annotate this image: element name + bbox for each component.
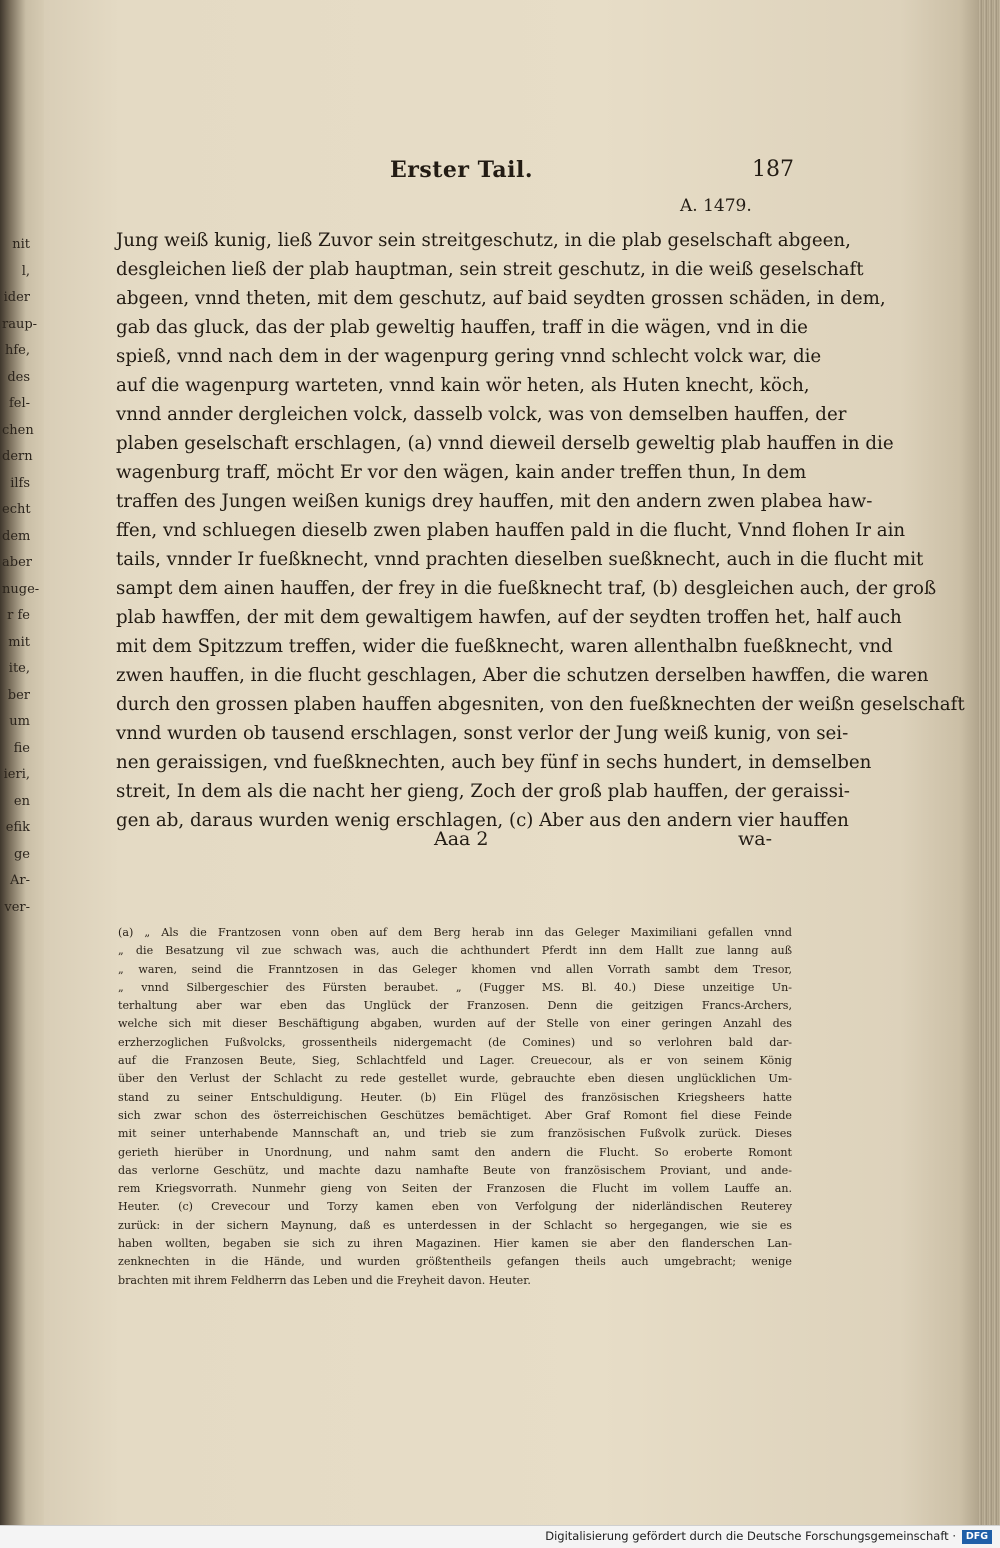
facing-page-fragment: dem bbox=[2, 528, 31, 544]
footnote-line: „ vnnd Silbergeschier des Fürsten beraubet. „ (Fugger MS. Bl. 40.) Diese unzeitige Un- bbox=[118, 980, 792, 994]
footnote-line: auf die Franzosen Beute, Sieg, Schlachtfeld und Lager. Creuecour, als er von seinem König bbox=[118, 1054, 792, 1068]
text-line: tails, vnnder Ir fueßknecht, vnnd prachten dieselben sueßknecht, auch in die flucht mit bbox=[116, 549, 924, 570]
text-line: nen geraissigen, vnd fueßknechten, auch bey fünf in sechs hundert, in demselben bbox=[116, 752, 872, 773]
footnote-line: Heuter. (c) Crevecour und Torzy kamen eben von Verfolgung der niderländischen Reuterey bbox=[118, 1200, 792, 1214]
text-line: mit dem Spitzzum treffen, wider die fueßknecht, waren allenthalbn fueßknecht, vnd bbox=[116, 636, 893, 657]
facing-page-fragment: raup- bbox=[2, 316, 38, 332]
text-line: vnnd wurden ob tausend erschlagen, sonst verlor der Jung weiß kunig, von sei- bbox=[116, 723, 849, 744]
facing-page-fragment: hfe, bbox=[4, 343, 30, 358]
facing-page-fragment: nuge- bbox=[2, 581, 40, 597]
footnote-line: zenknechten in die Hände, und wurden größtentheils gefangen theils auch umgebracht; wenige bbox=[118, 1255, 792, 1269]
facing-page-fragment: dern bbox=[2, 449, 33, 464]
footnote-line: terhaltung aber war eben das Unglück der Franzosen. Denn die geitzigen Francs-Archers, bbox=[118, 999, 792, 1013]
footnote-line: über den Verlust der Schlacht zu rede gestellet wurde, gebrauchte eben diesen unglücklichen Um- bbox=[118, 1072, 792, 1086]
footnote-line: mit seiner unterhabende Mannschaft an, und trieb sie zum französischen Fußvolk zurück. Dieses bbox=[118, 1127, 792, 1141]
footnote-line: (a) „ Als die Frantzosen vonn oben auf dem Berg herab inn das Geleger Maximiliani gefallen vnnd bbox=[118, 926, 792, 939]
facing-page-fragment: efik bbox=[5, 820, 30, 835]
footnote-line: welche sich mit dieser Beschäftigung abgaben, wurden auf der Stelle von einer geringen Anzahl des bbox=[118, 1017, 792, 1031]
main-text-block bbox=[116, 226, 965, 835]
text-line: spieß, vnnd nach dem in der wagenpurg gering vnnd schlecht volck war, die bbox=[116, 346, 822, 367]
facing-page-fragment: echt bbox=[2, 502, 31, 517]
facing-page-fragment: Ar- bbox=[10, 873, 30, 888]
text-line: traffen des Jungen weißen kunigs drey hauffen, mit den andern zwen plabea haw- bbox=[116, 491, 873, 512]
facing-page-fragment: r fe bbox=[7, 608, 30, 623]
facing-page-fragment: nit bbox=[12, 237, 30, 252]
text-line: abgeen, vnnd theten, mit dem geschutz, auf baid seydten grossen schäden, in dem, bbox=[116, 288, 886, 309]
text-line: gab das gluck, das der plab geweltig hauffen, traff in die wägen, vnd in die bbox=[116, 317, 808, 338]
page-number: 187 bbox=[752, 157, 794, 182]
text-line: sampt dem ainen hauffen, der frey in die fueßknecht traf, (b) desgleichen auch, der groß bbox=[116, 578, 937, 599]
page-edges-stack bbox=[978, 0, 1000, 1525]
text-line: zwen hauffen, in die flucht geschlagen, Aber die schutzen derselben hawffen, die waren bbox=[116, 665, 929, 686]
facing-page-fragment: en bbox=[13, 793, 30, 809]
footnotes-block bbox=[118, 924, 792, 1290]
signature-mark: Aaa 2 bbox=[434, 828, 489, 850]
text-line: gen ab, daraus wurden wenig erschlagen, (c) Aber aus den andern vier hauffen bbox=[116, 810, 849, 831]
text-line: ffen, vnd schluegen dieselb zwen plaben hauffen pald in die flucht, Vnnd flohen Ir ain bbox=[116, 520, 906, 541]
footnote-line: rem Kriegsvorrath. Nunmehr gieng von Seiten der Franzosen die Flucht im vollem Lauffe an. bbox=[118, 1182, 792, 1196]
text-line: auf die wagenpurg warteten, vnnd kain wör heten, als Huten knecht, köch, bbox=[116, 375, 810, 396]
catchword: wa- bbox=[738, 828, 773, 850]
year-marginal-note: A. 1479. bbox=[680, 196, 752, 216]
facing-page-fragment: ber bbox=[7, 687, 30, 703]
facing-page-fragment: mit bbox=[8, 634, 30, 650]
facing-page-fragment: ilfs bbox=[10, 475, 30, 491]
facing-page-fragment: fie bbox=[13, 740, 30, 756]
text-line: desgleichen ließ der plab hauptman, sein streit geschutz, in die weiß geselschaft bbox=[116, 259, 864, 280]
facing-page-fragment: fel- bbox=[8, 396, 30, 411]
digitization-footer bbox=[0, 1525, 1000, 1548]
text-line: streit, In dem als die nacht her gieng, Zoch der groß plab hauffen, der geraissi- bbox=[116, 781, 850, 802]
text-line: durch den grossen plaben hauffen abgesniten, von den fueßknechten der weißn geselschaft bbox=[116, 694, 965, 715]
footnote-line: „ waren, seind die Franntzosen in das Geleger khomen vnd allen Vorrath sambt dem Tresor, bbox=[118, 962, 792, 976]
facing-page-fragment: ite, bbox=[8, 661, 30, 676]
dfg-logo-icon: DFG bbox=[962, 1530, 992, 1544]
footnote-line: zurück: in der sichern Maynung, daß es unterdessen in der Schlacht so hergegangen, wie sie es bbox=[118, 1218, 792, 1232]
text-line: vnnd annder dergleichen volck, dasselb volck, was von demselben hauffen, der bbox=[116, 404, 847, 425]
facing-page-text-fragments bbox=[2, 232, 40, 921]
facing-page-fragment: ver- bbox=[4, 899, 30, 915]
facing-page-fragment: ge bbox=[13, 846, 30, 862]
facing-page-fragment: um bbox=[9, 714, 30, 729]
text-line: plab hawffen, der mit dem gewaltigem hawfen, auf der seydten troffen het, half auch bbox=[116, 607, 902, 628]
facing-page-fragment: l, bbox=[21, 263, 30, 279]
facing-page-fragment: ider bbox=[3, 290, 30, 305]
facing-page-edge bbox=[0, 0, 44, 1525]
dfg-credit-text: Digitalisierung gefördert durch die Deutsche Forschungsgemeinschaft · bbox=[545, 1529, 956, 1543]
footnote-line: gerieth hierüber in Unordnung, und nahm samt den andern die Flucht. So eroberte Romont bbox=[118, 1145, 792, 1159]
footnote-line: sich zwar schon des österreichischen Geschützes bemächtiget. Aber Graf Romont fiel diese Feinde bbox=[118, 1108, 792, 1122]
footnote-line: stand zu seiner Entschuldigung. Heuter. (b) Ein Flügel des französischen Kriegsheers hatte bbox=[118, 1090, 792, 1104]
text-line: wagenburg traff, möcht Er vor den wägen, kain ander treffen thun, In dem bbox=[116, 462, 807, 483]
facing-page-fragment: ieri, bbox=[3, 767, 30, 782]
text-line: plaben geselschaft erschlagen, (a) vnnd dieweil derselb geweltig plab hauffen in die bbox=[116, 433, 894, 454]
footnote-line: brachten mit ihrem Feldherrn das Leben und die Freyheit davon. Heuter. bbox=[118, 1273, 531, 1287]
running-head: Erster Tail. bbox=[390, 157, 534, 183]
text-line: Jung weiß kunig, ließ Zuvor sein streitgeschutz, in die plab geselschaft abgeen, bbox=[116, 230, 851, 251]
footnote-line: das verlorne Geschütz, und machte dazu namhafte Beute von französischem Proviant, und ande- bbox=[118, 1163, 792, 1177]
facing-page-fragment: des bbox=[7, 369, 30, 385]
facing-page-fragment: chen bbox=[2, 422, 34, 438]
facing-page-fragment: aber bbox=[2, 555, 32, 570]
footnote-line: „ die Besatzung vil zue schwach was, auch die achthundert Pferdt inn dem Hallt zue lanng auß bbox=[118, 944, 792, 958]
footnote-line: erzherzoglichen Fußvolcks, grossentheils nidergemacht (de Comines) und so verlohren bald dar- bbox=[118, 1035, 792, 1049]
footnote-line: haben wollten, begaben sie sich zu ihren Magazinen. Hier kamen sie aber den flanderschen Lan- bbox=[118, 1237, 792, 1251]
